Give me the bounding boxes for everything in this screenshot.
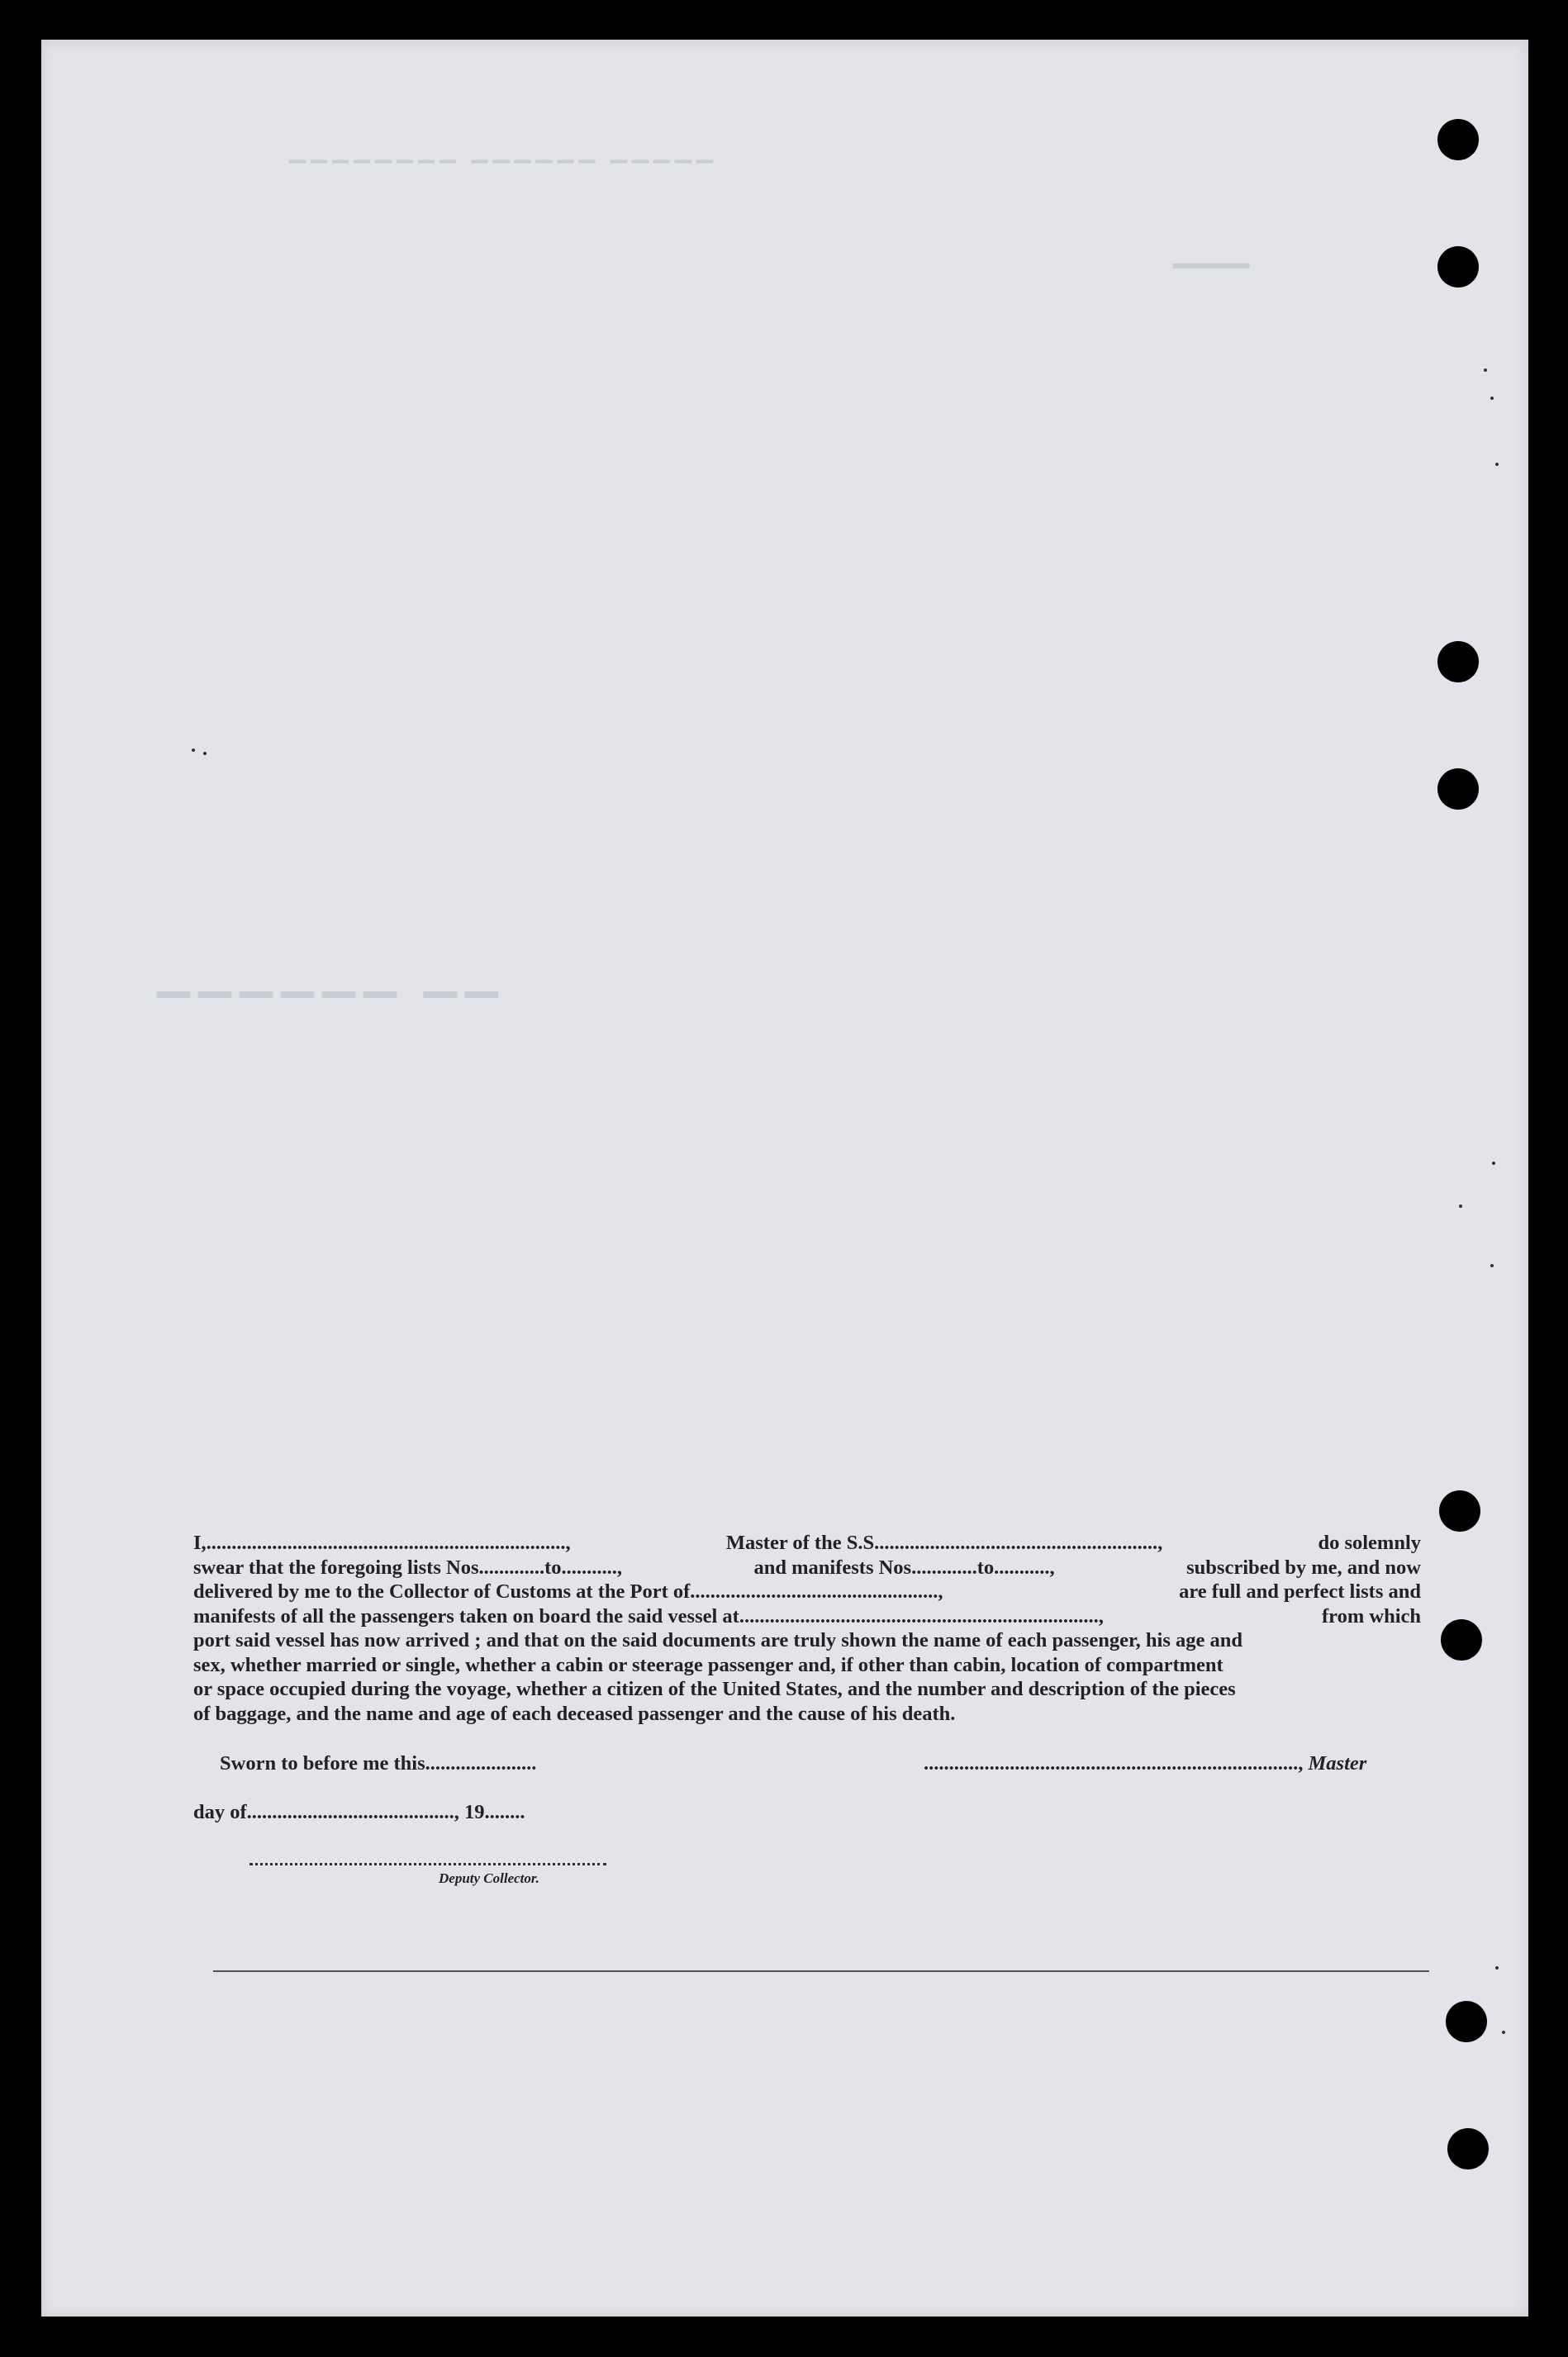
speck bbox=[203, 752, 207, 755]
port-blank: ................................................., bbox=[690, 1580, 943, 1603]
bleed-through-mark: ▁▁▁ bbox=[1173, 230, 1250, 268]
speck bbox=[1495, 463, 1499, 466]
speck bbox=[192, 748, 195, 752]
oath-line-6 bbox=[193, 1653, 1421, 1678]
deputy-signature-line bbox=[249, 1863, 606, 1865]
punch-hole bbox=[1439, 1490, 1480, 1532]
master-signature-line bbox=[924, 1752, 1366, 1775]
punch-hole bbox=[1437, 246, 1479, 287]
oath-text: Master of the S.S bbox=[725, 1532, 875, 1554]
bleed-through-mark: ▁▁▁▁▁▁ ▁▁ bbox=[157, 950, 506, 997]
oath-text: port said vessel has now arrived ; and that on the said documents are truly shown the name of each passenger, his age and bbox=[193, 1629, 1243, 1651]
speck bbox=[1490, 1264, 1494, 1267]
oath-text: I, bbox=[193, 1532, 207, 1554]
sworn-date-blank: ...................... bbox=[425, 1752, 537, 1775]
year-blank: ........ bbox=[484, 1801, 525, 1823]
bleed-through-mark: ▁▁▁▁▁▁▁▁ ▁▁▁▁▁▁ ▁▁▁▁▁ bbox=[289, 139, 718, 163]
oath-text: or space occupied during the voyage, whether a citizen of the United States, and the number and description of the pieces bbox=[193, 1678, 1236, 1700]
speck bbox=[1490, 397, 1494, 400]
oath-text: are full and perfect lists and bbox=[1179, 1580, 1421, 1603]
oath-line-7 bbox=[193, 1677, 1421, 1702]
oath-text: to bbox=[976, 1556, 995, 1579]
speck bbox=[1484, 368, 1487, 372]
speck bbox=[1492, 1162, 1495, 1165]
bottom-rule bbox=[213, 1970, 1429, 1972]
punch-hole bbox=[1437, 119, 1479, 160]
oath-line-1 bbox=[193, 1531, 1421, 1556]
oath-line-2 bbox=[193, 1556, 1421, 1580]
master-oath-paragraph bbox=[193, 1531, 1421, 1726]
oath-line-4 bbox=[193, 1604, 1421, 1629]
oath-line-8 bbox=[193, 1702, 1421, 1727]
speck bbox=[1495, 1966, 1499, 1970]
year-prefix: 19 bbox=[464, 1801, 485, 1823]
list-to-blank: ..........., bbox=[561, 1556, 623, 1579]
punch-hole bbox=[1437, 768, 1479, 810]
oath-text: from which bbox=[1322, 1604, 1421, 1628]
oath-text: to bbox=[544, 1556, 562, 1579]
speck bbox=[1502, 2031, 1505, 2034]
oath-text: subscribed by me, and now bbox=[1186, 1556, 1421, 1579]
boarding-port-blank: ......................................................................., bbox=[739, 1604, 1104, 1628]
oath-line-3 bbox=[193, 1580, 1421, 1604]
punch-hole bbox=[1441, 1619, 1482, 1661]
document-page bbox=[41, 40, 1528, 2317]
master-label: Master bbox=[1308, 1752, 1367, 1775]
oath-text: do solemnly bbox=[1318, 1532, 1421, 1554]
punch-hole bbox=[1447, 2128, 1489, 2169]
speck bbox=[1459, 1205, 1462, 1208]
oath-text: delivered by me to the Collector of Customs at the Port of bbox=[193, 1580, 691, 1603]
sworn-label: Sworn to before me this bbox=[220, 1752, 425, 1775]
manifest-to-blank: ..........., bbox=[994, 1556, 1055, 1579]
list-from-blank: ............. bbox=[478, 1556, 545, 1579]
punch-hole bbox=[1446, 2001, 1487, 2042]
oath-text: of baggage, and the name and age of each deceased passenger and the cause of his death. bbox=[193, 1702, 956, 1725]
day-line bbox=[193, 1801, 525, 1824]
deputy-collector-label: Deputy Collector. bbox=[439, 1870, 539, 1886]
oath-text: manifests of all the passengers taken on board the said vessel at bbox=[193, 1604, 739, 1628]
vessel-name-blank: ........................................................, bbox=[874, 1532, 1163, 1554]
sworn-line bbox=[220, 1752, 536, 1775]
oath-line-5 bbox=[193, 1628, 1421, 1653]
master-signature-blank: .........................................................................., bbox=[924, 1752, 1304, 1775]
day-blank: ........................................., bbox=[246, 1801, 459, 1823]
day-label: day of bbox=[193, 1801, 247, 1823]
oath-text: swear that the foregoing lists Nos bbox=[193, 1556, 479, 1579]
master-name-blank: ......................................................................., bbox=[206, 1532, 571, 1554]
punch-hole bbox=[1437, 641, 1479, 682]
oath-text: sex, whether married or single, whether a cabin or steerage passenger and, if other than cabin, location of compartment bbox=[193, 1653, 1224, 1676]
manifest-from-blank: ............. bbox=[911, 1556, 977, 1579]
oath-text: and manifests Nos bbox=[753, 1556, 912, 1579]
